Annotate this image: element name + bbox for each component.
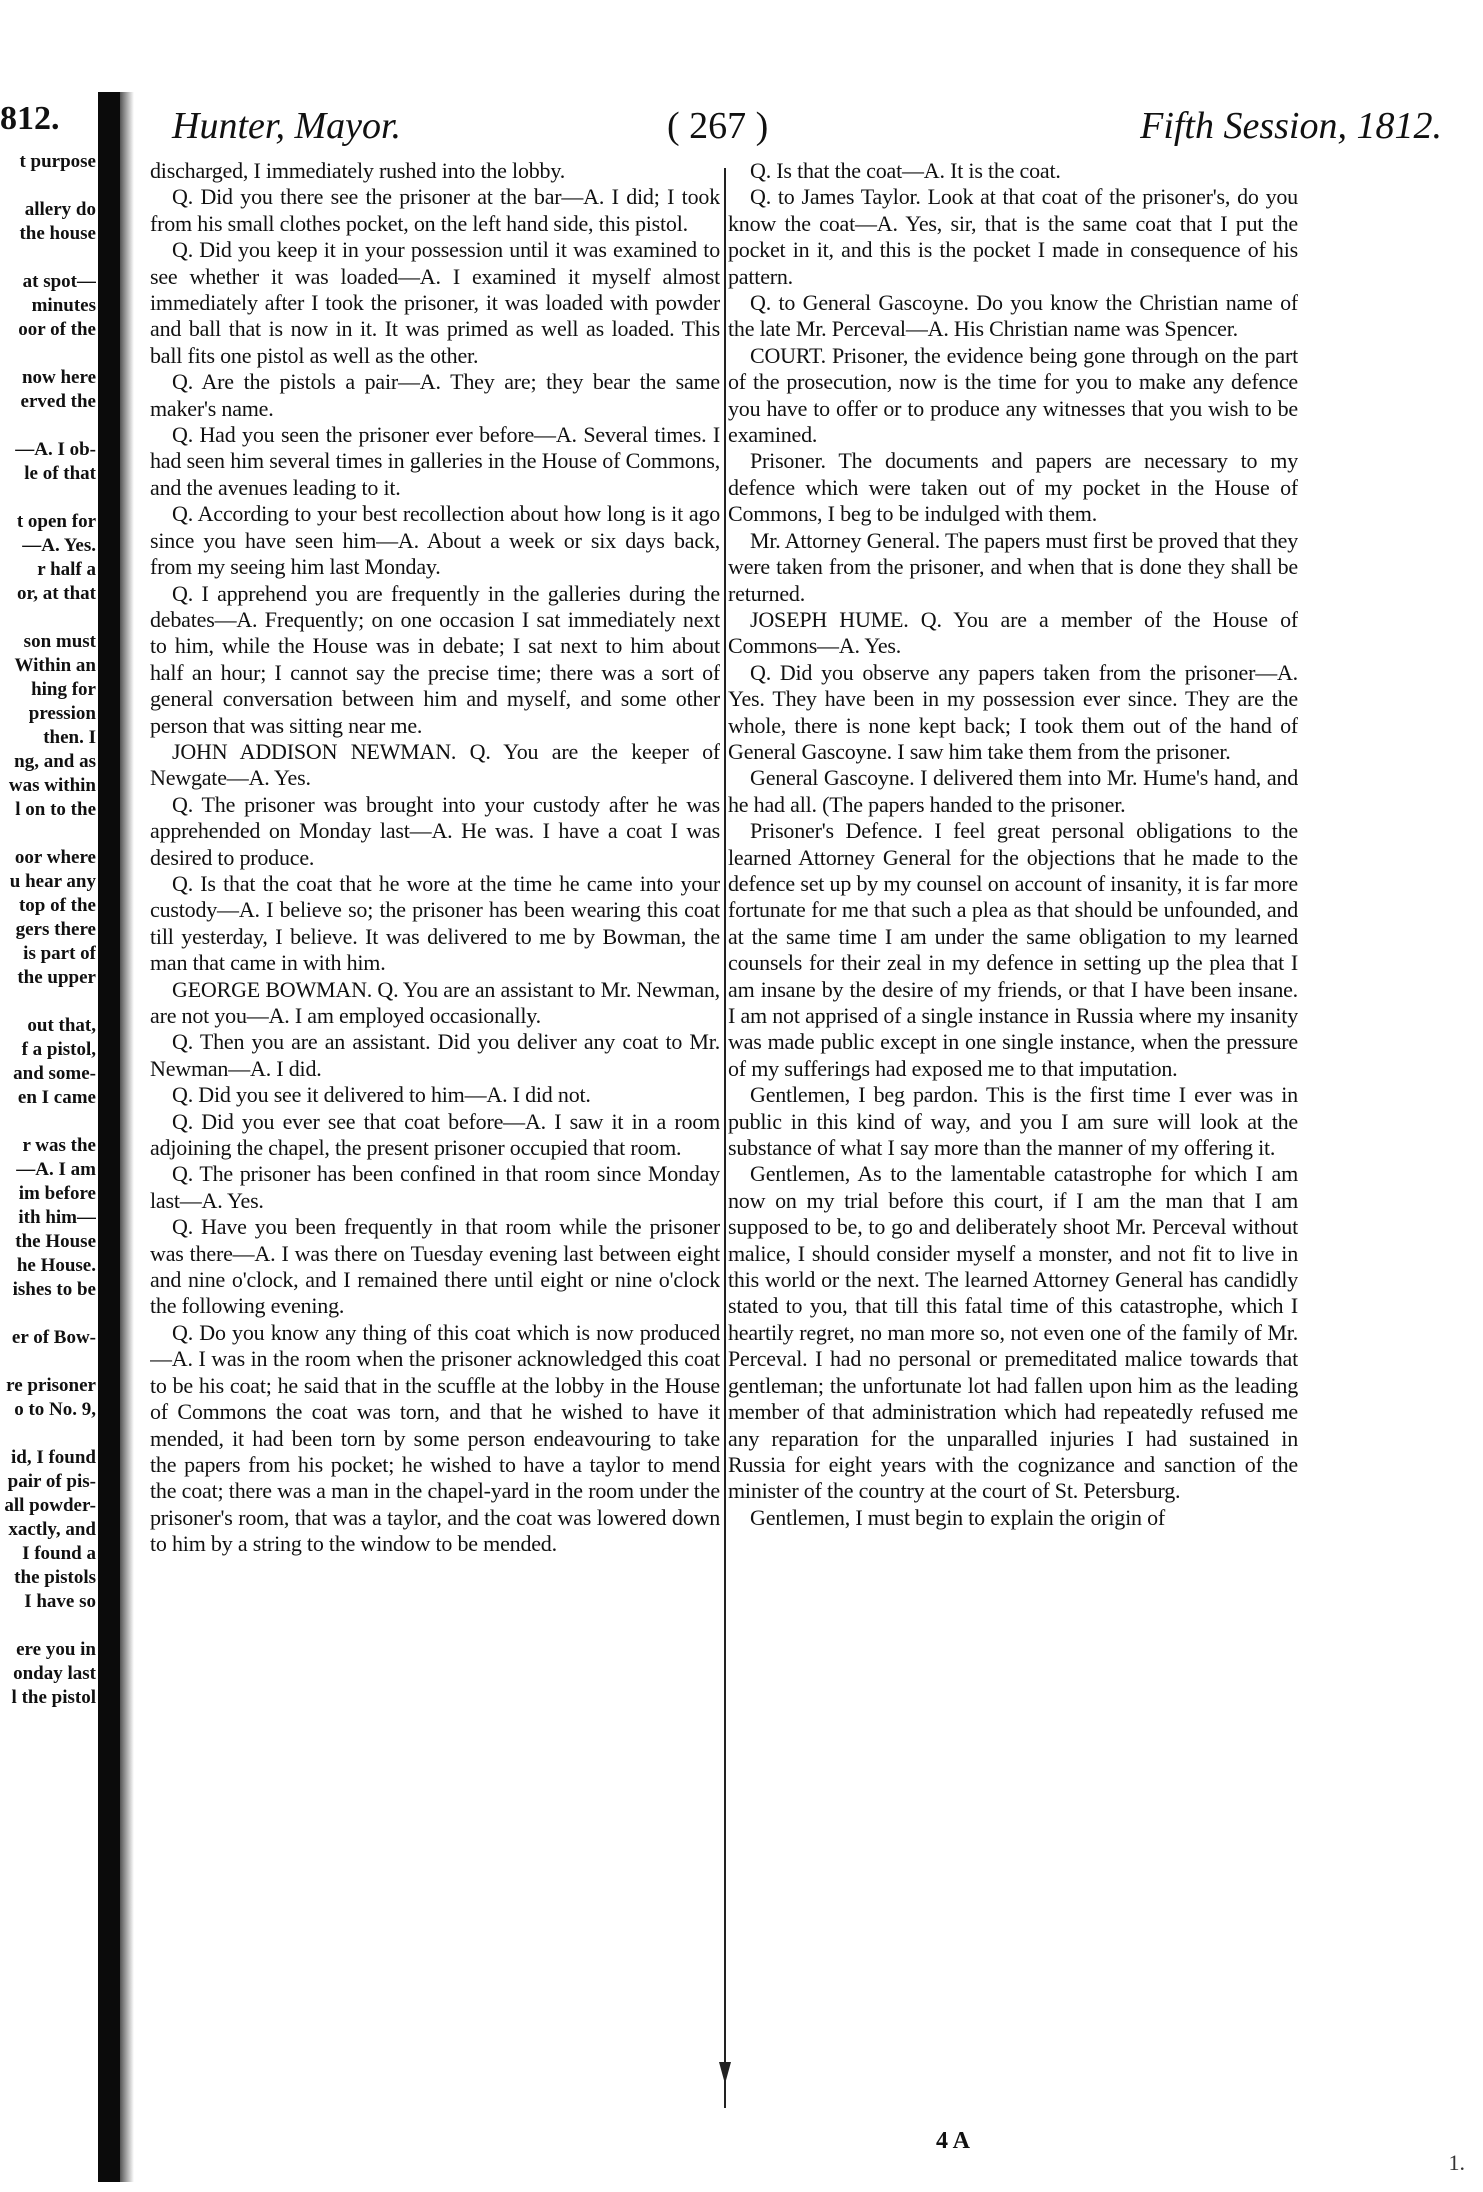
paragraph: Q. I apprehend you are frequently in the galleries during the debates—A. Frequently; on one occasion I sat immediately next to him, while the House was in debate; I sat next to him about half an hour; I cannot say the precise time; there was a sort of general conversation between him and myself, and some other person that was sitting near me. <box>150 580 720 738</box>
adjacent-page-line: the upper <box>17 967 96 988</box>
paragraph: Mr. Attorney General. The papers must first be proved that they were taken from the prisoner, and when that is done they shall be returned. <box>728 527 1298 606</box>
adjacent-page-line: top of the <box>18 895 96 916</box>
paragraph: COURT. Prisoner, the evidence being gone through on the part of the prosecution, now is the time for you to make any defence you have to offer or to produce any witnesses that you wish to be examined. <box>728 342 1298 448</box>
adjacent-page-line: xactly, and <box>8 1519 96 1540</box>
adjacent-page-line: u hear any <box>9 871 96 892</box>
adjacent-page-line: f a pistol, <box>21 1039 96 1060</box>
adjacent-page-line: and some- <box>13 1063 96 1084</box>
left-column <box>150 158 720 2138</box>
paragraph: Q. Did you there see the prisoner at the bar—A. I did; I took from his small clothes pocket, on the left hand side, this pistol. <box>150 184 720 236</box>
signature-mark: 4 A <box>936 2128 971 2154</box>
adjacent-page-line: pression <box>28 703 96 724</box>
paragraph: JOSEPH HUME. Q. You are a member of the House of Commons—A. Yes. <box>728 606 1298 659</box>
paragraph: Q. to General Gascoyne. Do you know the Christian name of the late Mr. Perceval—A. His Christian name was Spencer. <box>728 290 1298 342</box>
paragraph: Q. Is that the coat—A. It is the coat. <box>750 158 1061 183</box>
paragraph: General Gascoyne. I delivered them into Mr. Hume's hand, and he had all. (The papers handed to the prisoner. <box>728 765 1298 817</box>
adjacent-page-line: en I came <box>17 1087 96 1108</box>
adjacent-page-line: hing for <box>31 679 96 700</box>
adjacent-page-line: allery do <box>24 199 96 220</box>
adjacent-page-line: ere you in <box>16 1639 96 1660</box>
adjacent-page-line: ith him— <box>18 1207 96 1228</box>
adjacent-page-line: I found a <box>22 1543 96 1564</box>
adjacent-page-line: er of Bow- <box>11 1327 96 1348</box>
adjacent-page-line: r was the <box>22 1135 96 1156</box>
paragraph: Q. Are the pistols a pair—A. They are; they bear the same maker's name. <box>150 369 720 421</box>
page-number: ( 267 ) <box>667 105 769 147</box>
adjacent-page-line: then. I <box>43 727 96 748</box>
adjacent-page-line: id, I found <box>10 1447 96 1468</box>
corner-mark: 1. <box>1448 2150 1465 2175</box>
adjacent-page-line: was within <box>8 775 96 796</box>
adjacent-page-line: l the pistol <box>11 1687 96 1708</box>
adjacent-page-line: now here <box>21 367 96 388</box>
adjacent-page-line: —A. Yes. <box>22 535 96 556</box>
adjacent-page-line: —A. I am <box>16 1159 96 1180</box>
adjacent-page-line: oor where <box>14 847 96 868</box>
adjacent-page-line: oor of the <box>18 319 96 340</box>
adjacent-page-line: o to No. 9, <box>14 1399 96 1420</box>
adjacent-page-line: or, at that <box>17 583 96 604</box>
binding-gutter <box>98 92 120 2182</box>
paragraph: Prisoner's Defence. I feel great personal obligations to the learned Attorney General for the objections that he made to the defence set up by my counsel on account of insanity, it is far more fortunate for me that such a plea as that should be unfounded, and at the same time I am under the same obligation to my learned counsels for their zeal in my defence in setting up the plea that I am insane by the desire of my friends, or that I have been insane. I am not apprised of a single instance in Russia where my insanity was made public except in one single instance, when the pressure of my sufferings had exposed me to that imputation. <box>728 818 1298 1081</box>
paragraph: Q. Did you observe any papers taken from the prisoner—A. Yes. They have been in my possession ever since. They are the whole, there is none kept back; I took them out of the hand of General Gascoyne. I saw him take them from the prisoner. <box>728 659 1298 764</box>
adjacent-page-line: le of that <box>24 463 96 484</box>
paragraph: Q. Did you keep it in your possession until it was examined to see whether it was loaded—A. I examined it myself almost immediately after I took the prisoner, it was loaded with powder and ball that is now in it. It was primed as well as loaded. This ball fits one pistol as well as the other. <box>150 237 720 368</box>
adjacent-page-number: 812. <box>0 100 60 137</box>
adjacent-page-line: is part of <box>23 943 96 964</box>
adjacent-page-line: Within an <box>14 655 96 676</box>
running-header <box>172 104 1442 154</box>
adjacent-page-line: all powder- <box>4 1495 96 1516</box>
paragraph: Gentlemen, I must begin to explain the origin of <box>750 1504 1166 1530</box>
paragraph: Q. Do you know any thing of this coat which is now produced—A. I was in the room when the prisoner acknowledged this coat to be his coat; he said that in the scuffle at the lobby in the House of Commons the coat was torn, and that he wished to have it mended, it had been torn by some person endeavouring to take the papers from his pocket; he wished to have a taylor to mend the coat; there was a man in the chapel-yard in the room under the prisoner's room, that was a taylor, and the coat was lowered down to him by a string to the window to be mended. <box>150 1319 720 1557</box>
adjacent-page-line: he House. <box>16 1255 96 1276</box>
adjacent-page-line: son must <box>23 631 96 652</box>
paragraph: GEORGE BOWMAN. Q. You are an assistant to Mr. Newman, are not you—A. I am employed occasionally. <box>150 976 720 1028</box>
adjacent-page-line: ishes to be <box>12 1279 96 1300</box>
adjacent-page-line: out that, <box>27 1015 96 1036</box>
adjacent-page-line: t open for <box>16 511 96 532</box>
adjacent-page-line: —A. I ob- <box>15 439 96 460</box>
paragraph: Q. to James Taylor. Look at that coat of the prisoner's, do you know the coat—A. Yes, sir, that is the same coat that I put the pocket in it, and this is the pocket I made in consequence of his pattern. <box>728 184 1298 289</box>
paragraph: Q. Then you are an assistant. Did you deliver any coat to Mr. Newman—A. I did. <box>150 1029 720 1081</box>
paragraph: Prisoner. The documents and papers are necessary to my defence which were taken out of my pocket in the House of Commons, I beg to be indulged with them. <box>728 448 1298 527</box>
paragraph: Gentlemen, I beg pardon. This is the first time I ever was in public in this kind of way, and you I am sure will look at the substance of what I say more than the manner of my offering it. <box>728 1082 1298 1161</box>
header-left: Hunter, Mayor. <box>172 105 402 147</box>
adjacent-page-line: the pistols <box>14 1567 96 1588</box>
paragraph: Q. Have you been frequently in that room while the prisoner was there—A. I was there on Tuesday evening last between eight and nine o'clock, and I remained there until eight or nine o'clock the following evening. <box>150 1214 720 1319</box>
adjacent-page-line: the house <box>19 223 96 244</box>
paragraph: Q. Had you seen the prisoner ever before—A. Several times. I had seen him several times in galleries in the House of Commons, and the avenues leading to it. <box>150 422 720 500</box>
paragraph: Q. Did you ever see that coat before—A. I saw it in a room adjoining the chapel, the present prisoner occupied that room. <box>150 1108 720 1161</box>
paragraph: Q. The prisoner has been confined in that room since Monday last—A. Yes. <box>150 1161 720 1213</box>
adjacent-page-line: minutes <box>31 295 96 316</box>
adjacent-page-line: r half a <box>37 559 96 580</box>
adjacent-page-line: erved the <box>20 391 96 412</box>
adjacent-page-line: ng, and as <box>14 751 96 772</box>
paragraph: discharged, I immediately rushed into the lobby. <box>150 158 566 183</box>
paragraph: Q. The prisoner was brought into your custody after he was apprehended on Monday last—A. He was. I have a coat I was desired to produce. <box>150 791 720 870</box>
gutter-shadow <box>120 92 134 2182</box>
adjacent-page-line: at spot— <box>22 271 96 292</box>
right-column <box>728 158 1298 2138</box>
adjacent-page-line: l on to the <box>15 799 96 820</box>
adjacent-page-line: pair of pis- <box>7 1471 96 1492</box>
adjacent-page-line: the House <box>15 1231 96 1252</box>
paragraph: Q. Is that the coat that he wore at the time he came into your custody—A. I believe so; the prisoner has been wearing this coat till yesterday, I believe. It was delivered to me by Bowman, the man that came in with him. <box>150 870 720 976</box>
paragraph: JOHN ADDISON NEWMAN. Q. You are the keeper of Newgate—A. Yes. <box>150 738 720 791</box>
adjacent-page-line: re prisoner <box>6 1375 96 1396</box>
paragraph: Q. Did you see it delivered to him—A. I did not. <box>172 1082 591 1108</box>
adjacent-page-line: t purpose <box>19 151 96 172</box>
header-right: Fifth Session, 1812. <box>1140 105 1442 147</box>
adjacent-page-line: I have so <box>24 1591 96 1612</box>
adjacent-page-line: onday last <box>13 1663 96 1684</box>
column-rule <box>724 168 726 2108</box>
paragraph: Gentlemen, As to the lamentable catastrophe for which I am now on my trial before this court, if I am the man that I am supposed to be, to go and deliberately shoot Mr. Perceval without malice, I should consider myself a monster, and not fit to live in this world or the next. The learned Attorney General has candidly stated to you, that till this fatal time of this catastrophe, which I heartily regret, no man more so, not even one of the family of Mr. Perceval. I had no personal or premeditated malice towards that gentleman; the unfortunate lot had fallen upon him as the leading member of that administration which had repeatedly refused me any reparation for the unparalled injuries I had sustained in Russia for eight years with the cognizance and sanction of the minister of the country at the court of St. Petersburg. <box>728 1161 1298 1504</box>
adjacent-page-line: gers there <box>15 919 96 940</box>
paragraph: Q. According to your best recollection about how long is it ago since you have seen him—A. About a week or six days back, from my seeing him last Monday. <box>150 501 720 580</box>
adjacent-page-strip <box>0 100 96 2180</box>
adjacent-page-line: im before <box>18 1183 96 1204</box>
